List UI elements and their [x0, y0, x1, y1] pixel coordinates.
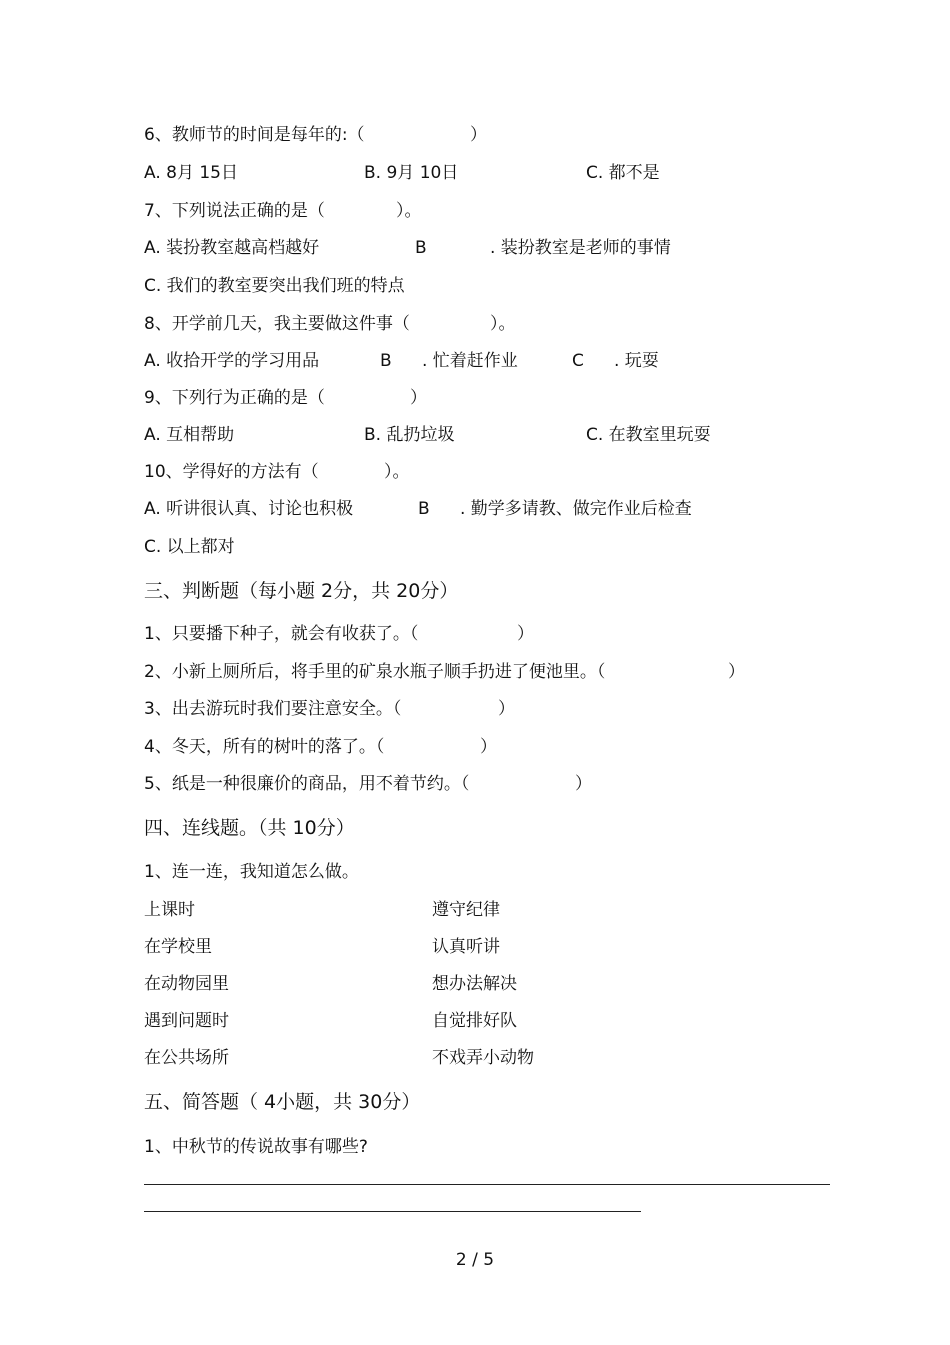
s3-item-3-close: ）	[498, 699, 515, 719]
s4-q1: 1、连一连，我知道怎么做。	[144, 862, 359, 882]
q10-stem: 10、学得好的方法有（	[144, 462, 319, 482]
q10-option-a: A. 听讲很认真、讨论也积极	[144, 499, 354, 519]
q10-option-b: . 勤学多请教、做完作业后检查	[460, 499, 692, 519]
match-left-item: 上课时	[144, 900, 195, 920]
s3-item-5: 5、纸是一种很廉价的商品，用不着节约。（	[144, 774, 470, 794]
q7-option-b-letter: B	[415, 238, 427, 258]
q9-stem: 9、下列行为正确的是（	[144, 388, 325, 408]
s3-item-3: 3、出去游玩时我们要注意安全。（	[144, 699, 402, 719]
q8-option-a: A. 收拾开学的学习用品	[144, 351, 320, 371]
q8-option-b: . 忙着赶作业	[422, 351, 518, 371]
match-right-item: 想办法解决	[432, 974, 517, 994]
s3-item-4: 4、冬天，所有的树叶的落了。（	[144, 737, 385, 757]
answer-line	[144, 1211, 641, 1212]
match-right-item: 遵守纪律	[432, 900, 500, 920]
section5-title: 五、简答题（ 4小题，共 30分）	[144, 1091, 421, 1113]
q8-option-b-letter: B	[380, 351, 392, 371]
s3-item-1: 1、只要播下种子，就会有收获了。（	[144, 624, 419, 644]
q9-close: ）	[410, 388, 427, 408]
page-number: 2 / 5	[455, 1250, 495, 1270]
section4-title: 四、连线题。（共 10分）	[144, 817, 355, 839]
q7-option-a: A. 装扮教室越高档越好	[144, 238, 320, 258]
q6-option-a: A. 8月 15日	[144, 163, 238, 183]
section3-title: 三、判断题（每小题 2分，共 20分）	[144, 580, 459, 602]
q7-stem: 7、下列说法正确的是（	[144, 201, 325, 221]
q9-option-c: C. 在教室里玩耍	[586, 425, 711, 445]
match-left-item: 遇到问题时	[144, 1011, 229, 1031]
match-left-item: 在动物园里	[144, 974, 229, 994]
q7-option-b: . 装扮教室是老师的事情	[490, 238, 671, 258]
q6-stem: 6、教师节的时间是每年的:（	[144, 125, 365, 145]
q6-close: ）	[470, 125, 487, 145]
match-right-item: 认真听讲	[432, 937, 500, 957]
q7-close: ）。	[396, 201, 422, 221]
s3-item-1-close: ）	[517, 624, 534, 644]
q10-option-c: C. 以上都对	[144, 537, 235, 557]
answer-line	[144, 1184, 830, 1185]
q9-option-a: A. 互相帮助	[144, 425, 235, 445]
match-right-item: 不戏弄小动物	[432, 1048, 534, 1068]
s3-item-2: 2、小新上厕所后，将手里的矿泉水瓶子顺手扔进了便池里。（	[144, 662, 606, 682]
q8-stem: 8、开学前几天，我主要做这件事（	[144, 314, 410, 334]
match-left-item: 在学校里	[144, 937, 212, 957]
s5-q1: 1、中秋节的传说故事有哪些?	[144, 1137, 368, 1157]
q8-option-c: . 玩耍	[614, 351, 659, 371]
match-right-item: 自觉排好队	[432, 1011, 517, 1031]
q8-option-c-letter: C	[572, 351, 584, 371]
q10-close: ）。	[384, 462, 410, 482]
match-left-item: 在公共场所	[144, 1048, 229, 1068]
q8-close: ）。	[490, 314, 516, 334]
s3-item-4-close: ）	[480, 737, 497, 757]
s3-item-2-close: ）	[728, 662, 745, 682]
s3-item-5-close: ）	[575, 774, 592, 794]
q6-option-c: C. 都不是	[586, 163, 660, 183]
q6-option-b: B. 9月 10日	[364, 163, 459, 183]
q7-option-c: C. 我们的教室要突出我们班的特点	[144, 276, 405, 296]
q9-option-b: B. 乱扔垃圾	[364, 425, 455, 445]
q10-option-b-letter: B	[418, 499, 430, 519]
